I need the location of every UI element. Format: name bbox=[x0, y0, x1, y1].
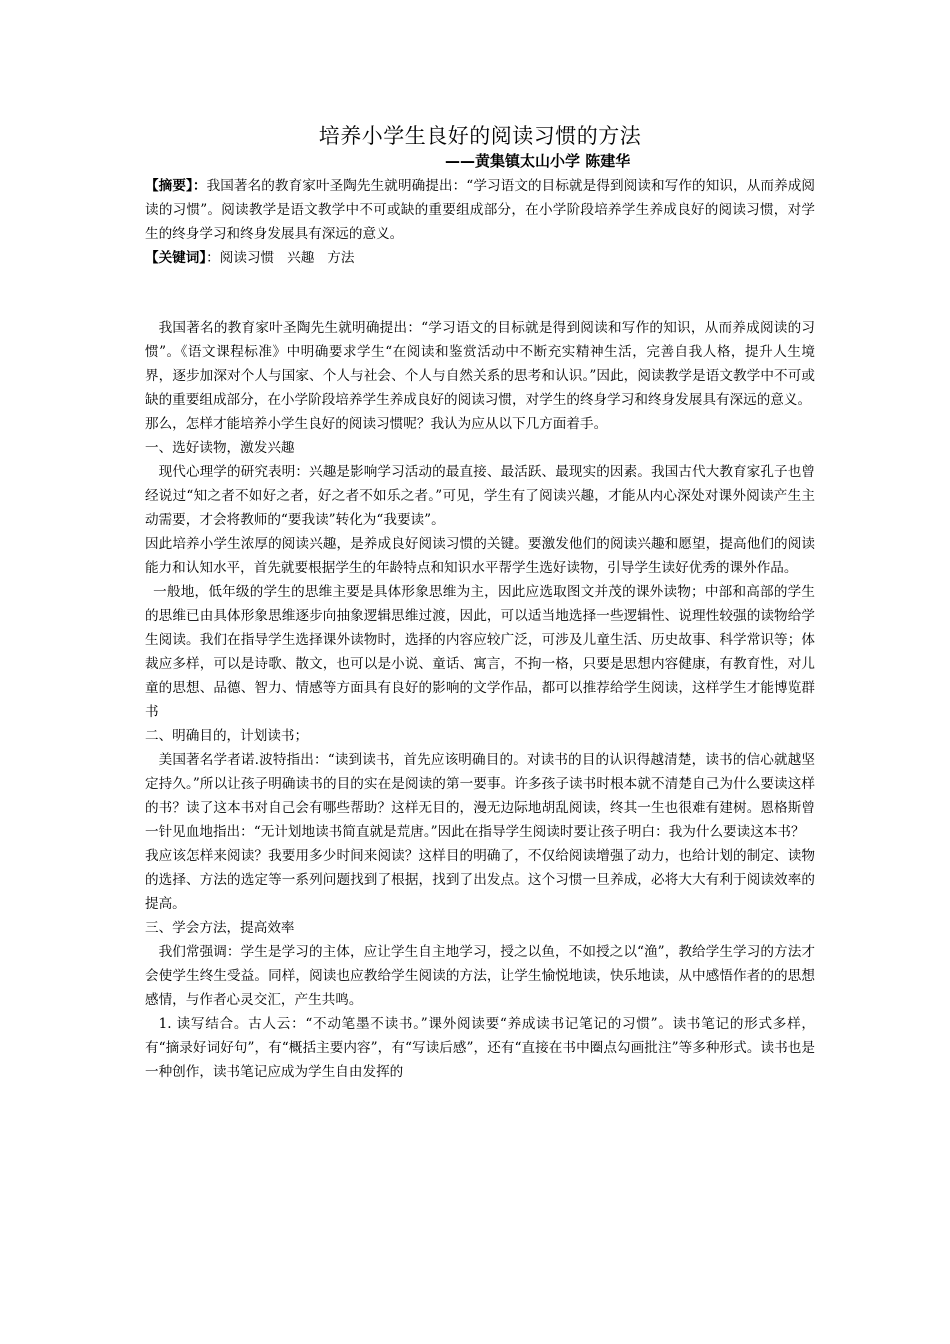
document-body bbox=[145, 174, 815, 1084]
document-title: 培养小学生良好的阅读习惯的方法 bbox=[318, 124, 642, 148]
section-heading: 一、选好读物，激发兴趣 bbox=[145, 440, 295, 456]
section-heading: 三、学会方法，提高效率 bbox=[145, 920, 295, 936]
paragraph: 那么，怎样才能培养小学生良好的阅读习惯呢？我认为应从以下几方面着手。 bbox=[145, 416, 608, 432]
abstract-colon: ： bbox=[192, 178, 207, 194]
keywords-label: 【关键词】 bbox=[145, 250, 207, 266]
author-line: ——黄集镇太山小学 陈建华 bbox=[445, 152, 631, 170]
keywords-text: 阅读习惯 兴趣 方法 bbox=[219, 250, 355, 266]
paragraph: 1. 读写结合。古人云：“不动笔墨不读书。”课外阅读要“养成读书记笔记的习惯”。读书笔记的形式多样，有“摘录好词好句”，有“概括主要内容”，有“写读后感”，还有“直接在书中圈点勾画批注”等多种形式。读书也是一种创作，读书笔记应成为学生自由发挥的 bbox=[145, 1016, 815, 1080]
section-heading: 二、明确目的，计划读书； bbox=[145, 728, 309, 744]
paragraph: 因此培养小学生浓厚的阅读兴趣，是养成良好阅读习惯的关键。要激发他们的阅读兴趣和愿望，提高他们的阅读能力和认知水平，首先就要根据学生的年龄特点和知识水平帮学生选好读物，引导学生读好优秀的课外作品。 bbox=[145, 536, 815, 576]
paragraph: 现代心理学的研究表明：兴趣是影响学习活动的最直接、最活跃、最现实的因素。我国古代大教育家孔子也曾经说过“知之者不如好之者，好之者不如乐之者。”可见，学生有了阅读兴趣，才能从内心深处对课外阅读产生主动需要，才会将教师的“要我读”转化为“我要读”。 bbox=[145, 464, 815, 528]
keywords bbox=[145, 246, 815, 270]
abstract-label: 【摘要】 bbox=[145, 178, 193, 194]
paragraph: 美国著名学者诺.波特指出：“读到读书，首先应该明确目的。对读书的目的认识得越清楚，读书的信心就越坚定持久。”所以让孩子明确读书的目的实在是阅读的第一要事。许多孩子读书时根本就不清楚自己为什么要读这样的书？读了这本书对自己会有哪些帮助？这样无目的，漫无边际地胡乱阅读，终其一生也很难有建树。恩格斯曾一针见血地指出：“无计划地读书简直就是荒唐。”因此在指导学生阅读时要让孩子明白：我为什么要读这本书？ bbox=[145, 752, 815, 840]
paragraph: 我们常强调：学生是学习的主体，应让学生自主地学习，授之以鱼，不如授之以“渔”，教给学生学习的方法才会使学生终生受益。同样，阅读也应教给学生阅读的方法，让学生愉悦地读，快乐地读，从中感悟作者的的思想感情，与作者心灵交汇，产生共鸣。 bbox=[145, 944, 815, 1008]
paragraph: 我国著名的教育家叶圣陶先生就明确提出：“学习语文的目标就是得到阅读和写作的知识，从而养成阅读的习惯”。《语文课程标准》中明确要求学生“在阅读和鉴赏活动中不断充实精神生活，完善自我人格，提升人生境界，逐步加深对个人与国家、个人与社会、个人与自然关系的思考和认识。”因此，阅读教学是语文教学中不可或缺的重要组成部分，在小学阶段培养学生养成良好的阅读习惯，对学生的终身学习和终身发展具有深远的意义。 bbox=[145, 320, 815, 408]
abstract-text: 我国著名的教育家叶圣陶先生就明确提出：“学习语文的目标就是得到阅读和写作的知识，从而养成阅读的习惯”。阅读教学是语文教学中不可或缺的重要组成部分，在小学阶段培养学生养成良好的阅读习惯，对学生的终身学习和终身发展具有深远的意义。 bbox=[145, 178, 816, 242]
spacer bbox=[145, 270, 815, 316]
paragraph: 我应该怎样来阅读？我要用多少时间来阅读？这样目的明确了，不仅给阅读增强了动力，也给计划的制定、读物的选择、方法的选定等一系列问题找到了根据，找到了出发点。这个习惯一旦养成，必将大大有利于阅读效率的提高。 bbox=[145, 848, 815, 912]
keywords-colon: ： bbox=[206, 250, 220, 266]
abstract bbox=[145, 174, 815, 246]
paragraph: 一般地，低年级的学生的思维主要是具体形象思维为主，因此应选取图文并茂的课外读物；中部和高部的学生的思维已由具体形象思维逐步向抽象逻辑思维过渡，因此，可以适当地选择一些逻辑性、说理性较强的读物给学生阅读。我们在指导学生选择课外读物时，选择的内容应较广泛，可涉及儿童生活、历史故事、科学常识等；体裁应多样，可以是诗歌、散文，也可以是小说、童话、寓言，不拘一格，只要是思想内容健康，有教育性，对儿童的思想、品德、智力、情感等方面具有良好的影响的文学作品，都可以推荐给学生阅读，这样学生才能博览群书 bbox=[145, 584, 815, 720]
